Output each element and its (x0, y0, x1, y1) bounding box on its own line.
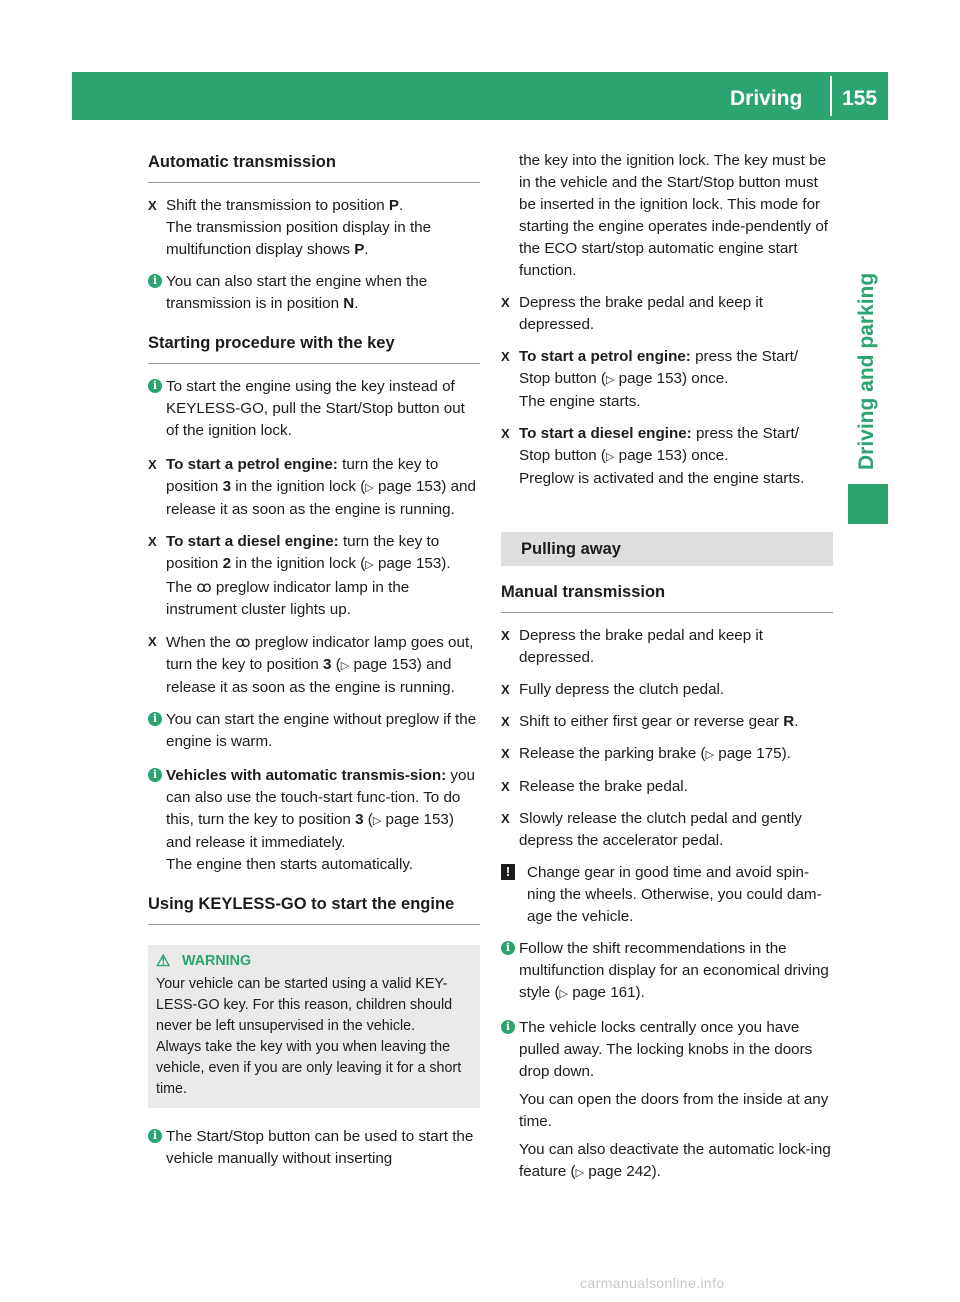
preglow-lamp-icon: ꝏ (196, 578, 212, 596)
step-item: X Release the brake pedal. (501, 776, 833, 798)
step-marker-icon: X (501, 349, 510, 364)
step-item: X To start a diesel engine: turn the key to position 2 in the ignition lock (▷ page 153). The ꝏ preglow indicator lamp in the instrument cluster lights up. (148, 533, 451, 618)
step-marker-icon: X (501, 779, 510, 794)
step-marker-icon: X (501, 426, 510, 441)
warning-text: Your vehicle can be started using a valid KEY-LESS-GO key. For this reason, children should never be left unsupervised in the vehicle. (156, 976, 453, 1034)
info-note: i You can start the engine without preglow if the engine is warm. (148, 709, 480, 753)
warning-heading: ⚠ WARNING (156, 953, 252, 970)
info-note: i You can also start the engine when the transmission is in position N. (148, 271, 480, 315)
info-icon: i (148, 712, 162, 726)
page-ref-icon: ▷ (605, 374, 615, 386)
page-ref-icon: ▷ (365, 482, 374, 494)
step-item: X Depress the brake pedal and keep it depressed. (501, 627, 764, 666)
side-tab-label: Driving and parking (855, 272, 878, 470)
step-marker-icon: X (501, 295, 510, 310)
page-ref-icon: ▷ (365, 559, 374, 571)
info-note: i Vehicles with automatic transmis-sion: you can also use the touch-start func-tion. To do this, turn the key to position 3 (▷ page 153) and release it immediately. The engine then starts automatically. (148, 765, 480, 876)
caution-note: ! Change gear in good time and avoid spin-ning the wheels. Otherwise, you could dam-age the vehicle. (501, 862, 833, 928)
step-item: X Fully depress the clutch pedal. (501, 679, 833, 701)
warning-text: Always take the key with you when leaving the vehicle, even if you are only leaving it for a short time. (156, 1039, 462, 1097)
right-column (501, 150, 833, 1196)
page-ref-icon: ▷ (372, 815, 382, 827)
info-note: i Follow the shift recommendations in the multifunction display for an economical driving style (▷ page 161). (501, 938, 833, 1005)
info-note: i The Start/Stop button can be used to start the vehicle manually without inserting (148, 1126, 480, 1170)
info-note: i The vehicle locks centrally once you have pulled away. The locking knobs in the doors drop down. You can open the doors from the inside at any time. You can also deactivate the automatic lock-ing feature (▷ page 242). (501, 1017, 833, 1184)
info-icon: i (148, 274, 162, 288)
paragraph-continued: the key into the ignition lock. The key must be in the vehicle and the Start/Stop button must be inserted in the ignition lock. This mode for starting the engine operates inde-pendently of the ECO start/stop automatic engine start function. (519, 152, 829, 279)
header-divider (830, 76, 832, 116)
chapter-title: Driving (730, 87, 803, 110)
step-marker-icon: X (501, 811, 510, 826)
step-item: X To start a petrol engine: turn the key to position 3 in the ignition lock (▷ page 153) and release it as soon as the engine is running. (148, 456, 476, 518)
section-heading-manual: Manual transmission (501, 580, 833, 613)
step-item: X Slowly release the clutch pedal and gently depress the accelerator pedal. (501, 810, 802, 849)
step-result: The transmission position display in the multifunction display shows P. (166, 219, 432, 258)
step-item: X Shift to either first gear or reverse gear R. (501, 711, 833, 733)
left-column (148, 150, 480, 1182)
info-icon: i (148, 768, 162, 782)
info-icon: i (148, 379, 162, 393)
page-number: 155 (842, 87, 878, 110)
step-marker-icon: X (148, 534, 157, 549)
step-item (148, 195, 480, 261)
step-item: X To start a petrol engine: press the Start/ Stop button (▷ page 153) once. The engine starts. (501, 348, 799, 410)
step-marker-icon: X (148, 634, 157, 649)
step-item: X Release the parking brake (▷ page 175). (501, 743, 833, 766)
warning-triangle-icon: ⚠ (156, 953, 171, 970)
page-ref-icon: ▷ (705, 749, 715, 761)
step-marker-icon: X (501, 682, 510, 697)
side-tab-marker (848, 484, 888, 524)
info-icon: i (501, 941, 515, 955)
warning-box (148, 945, 480, 1108)
step-item: X To start a diesel engine: press the Start/ Stop button (▷ page 153) once. Preglow is activated and the engine starts. (501, 425, 805, 487)
page-ref-icon: ▷ (575, 1167, 585, 1179)
section-heading-key: Starting procedure with the key (148, 331, 480, 364)
page-ref-icon: ▷ (605, 451, 615, 463)
step-marker-icon: X (148, 457, 157, 472)
info-icon: i (501, 1020, 515, 1034)
info-icon: i (148, 1129, 162, 1143)
section-bar-pulling-away: Pulling away (501, 532, 833, 566)
exclamation-icon: ! (501, 864, 515, 880)
preglow-lamp-icon: ꝏ (235, 633, 251, 651)
section-heading-automatic: Automatic transmission (148, 150, 480, 183)
step-text: Shift the transmission to position P. (166, 197, 404, 214)
page-ref-icon: ▷ (340, 660, 350, 672)
step-item: X Depress the brake pedal and keep it depressed. (501, 294, 764, 333)
page-ref-icon: ▷ (559, 988, 568, 1000)
step-marker-icon: X (501, 714, 510, 729)
info-note: i To start the engine using the key instead of KEYLESS-GO, pull the Start/Stop button out of the ignition lock. (148, 376, 480, 442)
step-marker-icon: X (501, 746, 510, 761)
step-marker-icon: X (501, 628, 510, 643)
step-item: X When the ꝏ preglow indicator lamp goes out, turn the key to position 3 (▷ page 153) and release it as soon as the engine is running. (148, 633, 474, 696)
section-heading-keyless-go: Using KEYLESS-GO to start the engine (148, 892, 480, 925)
step-marker-icon: X (148, 198, 157, 213)
footer-watermark: carmanualsonline.info (580, 1275, 725, 1291)
